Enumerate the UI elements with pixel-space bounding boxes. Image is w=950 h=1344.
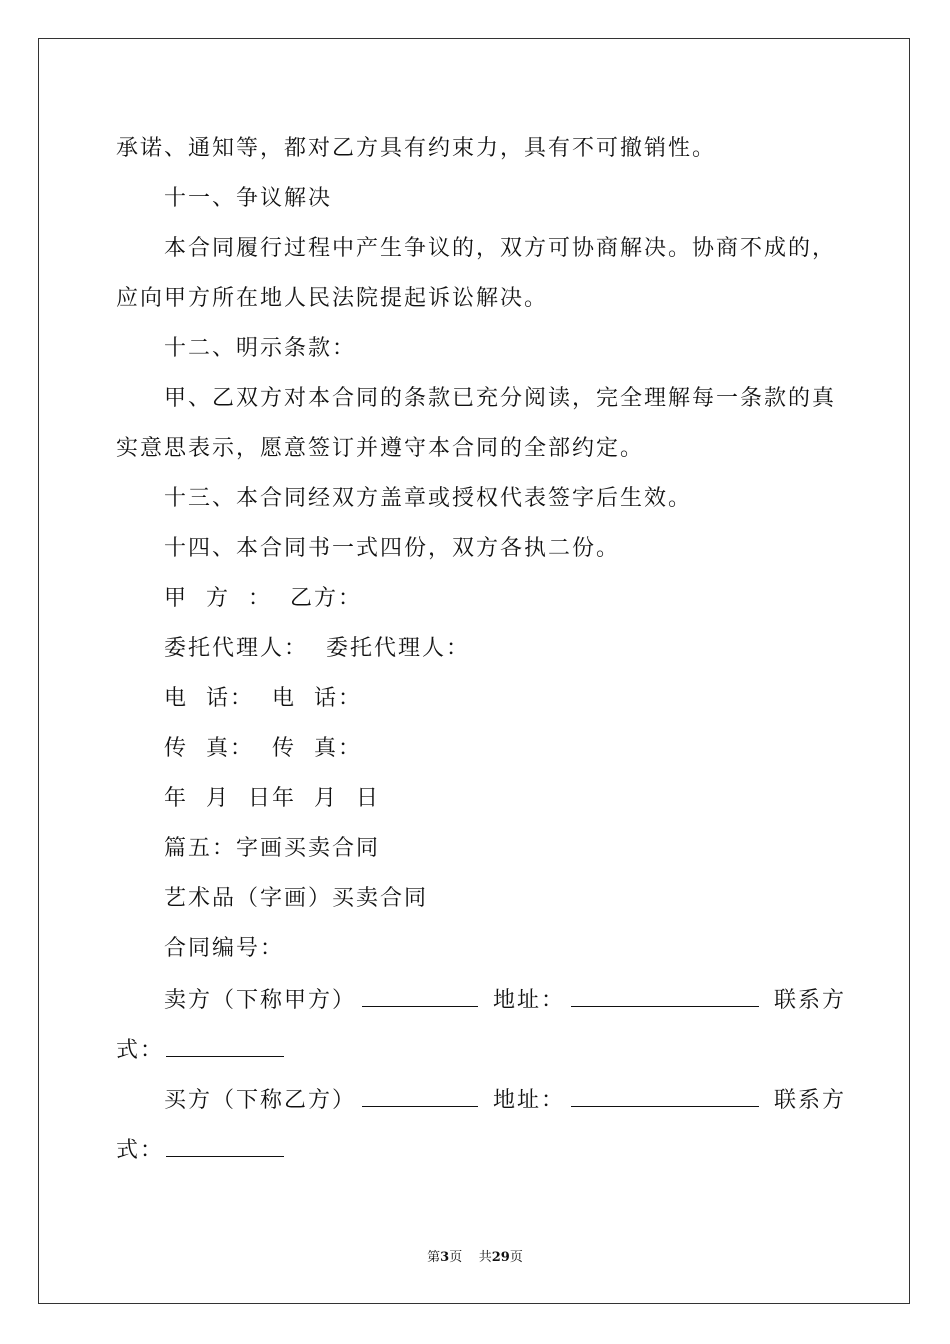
- buyer-contact-blank: [166, 1134, 284, 1157]
- seller-address-blank: [571, 984, 759, 1007]
- seller-address-label: 地址：: [493, 988, 566, 1013]
- paragraph-line: 承诺、通知等，都对乙方具有约束力，具有不可撤销性。: [116, 136, 717, 161]
- chapter-heading: 篇五：字画买卖合同: [164, 836, 381, 861]
- signature-date-line: 年 月 日年 月 日: [164, 786, 380, 811]
- contract-number-label: 合同编号：: [164, 936, 285, 961]
- page-footer: [0, 1246, 950, 1265]
- buyer-address-blank: [571, 1084, 759, 1107]
- seller-contact-label: 联系方: [774, 988, 847, 1013]
- total-prefix: 共: [478, 1250, 492, 1265]
- buyer-address-label: 地址：: [493, 1088, 566, 1113]
- buyer-name-blank: [362, 1084, 478, 1107]
- seller-label: 卖方（下称甲方）: [164, 988, 357, 1013]
- page-prefix: 第: [427, 1250, 441, 1265]
- paragraph-line: 本合同履行过程中产生争议的，双方可协商解决。协商不成的，: [164, 236, 837, 261]
- section-heading-explicit-terms: 十二、明示条款：: [164, 336, 357, 361]
- paragraph-line: 实意思表示，愿意签订并遵守本合同的全部约定。: [116, 436, 645, 461]
- contract-title: 艺术品（字画）买卖合同: [164, 886, 429, 911]
- buyer-contact-label: 联系方: [774, 1088, 847, 1113]
- total-pages: 29: [491, 1250, 510, 1265]
- page-number: 3: [440, 1250, 450, 1265]
- signature-agent-line: 委托代理人： 委托代理人：: [164, 636, 470, 661]
- seller-line: [164, 984, 884, 1016]
- seller-contact-label-cont: 式：: [116, 1038, 165, 1063]
- buyer-contact-line: [116, 1134, 836, 1166]
- paragraph-line: 甲、乙双方对本合同的条款已充分阅读，完全理解每一条款的真: [164, 386, 837, 411]
- buyer-contact-label-cont: 式：: [116, 1138, 165, 1163]
- buyer-label: 买方（下称乙方）: [164, 1088, 357, 1113]
- seller-name-blank: [362, 984, 478, 1007]
- section-effective: 十三、本合同经双方盖章或授权代表签字后生效。: [164, 486, 693, 511]
- signature-fax-line: 传 真： 传 真：: [164, 736, 362, 761]
- seller-contact-blank: [166, 1034, 284, 1057]
- buyer-line: [164, 1084, 884, 1116]
- signature-phone-line: 电 话： 电 话：: [164, 686, 362, 711]
- total-suffix: 页: [509, 1250, 523, 1265]
- paragraph-line: 应向甲方所在地人民法院提起诉讼解决。: [116, 286, 549, 311]
- section-copies: 十四、本合同书一式四份，双方各执二份。: [164, 536, 621, 561]
- seller-contact-line: [116, 1034, 836, 1066]
- signature-party-line: 甲 方 ： 乙方：: [164, 586, 362, 611]
- page-suffix: 页: [449, 1250, 463, 1265]
- section-heading-dispute: 十一、争议解决: [164, 186, 333, 211]
